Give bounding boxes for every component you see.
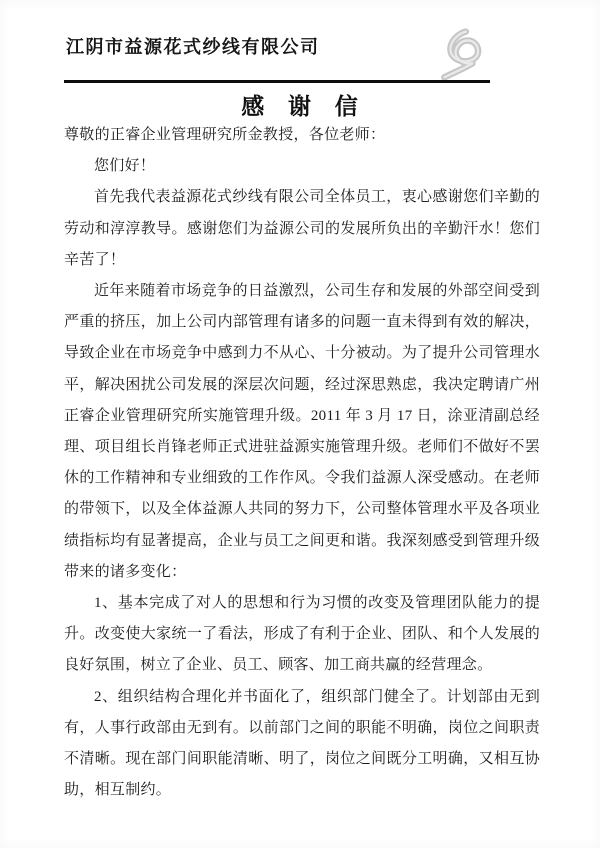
yarn-knot-logo-icon	[436, 26, 490, 82]
letter-title: 感 谢 信	[241, 94, 359, 119]
paragraph-change-2: 2、组织结构合理化并书面化了，组织部门健全了。计划部由无到有，人事行政部由无到有。以前部门之间的职能不明确，岗位之间职责不清晰。现在部门间职能清晰、明了，岗位之间既分工明确，又相互协助，相互制约。	[64, 688, 540, 799]
paragraph-change-1: 1、基本完成了对人的思想和行为习惯的改变及管理团队能力的提升。改变使大家统一了看法，形成了有利于企业、团队、和个人发展的良好氛围，树立了企业、员工、顾客、加工商共赢的经营理念。	[64, 595, 540, 674]
salutation: 尊敬的正睿企业管理研究所金教授，各位老师：	[64, 127, 386, 143]
paragraph-background: 近年来随着市场竞争的日益激烈，公司生存和发展的外部空间受到严重的挤压，加上公司内部管理有诸多的问题一直未得到有效的解决，导致企业在市场竞争中感到力不从心、十分被动。为了提升公司管理水平，解决困扰公司发展的深层次问题，经过深思熟虑，我决定聘请广州正睿企业管理研究所实施管理升级。2011 年 3 月 17 日，涂亚清副总经理、项目组长肖锋老师正式进驻益源实施管理升级。老师们不做好不罢休的工作精神和专业细致的工作作风。令我们益源人深受感动。在老师的带领下，以及全体益源人共同的努力下，公司整体管理水平及各项业绩指标均有显著提高，企业与员工之间更和谐。我深刻感受到管理升级带来的诸多变化：	[64, 283, 540, 580]
letterhead-rule	[64, 80, 490, 83]
paragraph-greeting: 您们好！	[94, 158, 156, 175]
paragraph-thanks: 首先我代表益源花式纱线有限公司全体员工，衷心感谢您们辛勤的劳动和淳淳教导。感谢您们为益源公司的发展所负出的辛勤汗水！您们辛苦了！	[64, 189, 540, 268]
letter-body	[64, 120, 540, 806]
company-name: 江阴市益源花式纱线有限公司	[66, 37, 320, 57]
